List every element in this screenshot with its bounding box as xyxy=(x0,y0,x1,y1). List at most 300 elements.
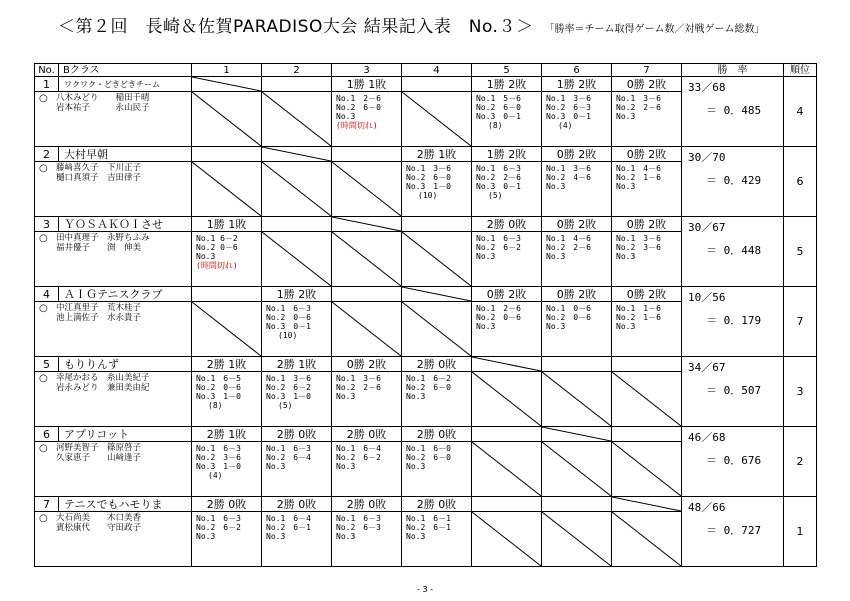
header-col-6: 6 xyxy=(542,64,612,77)
team-number: 4 xyxy=(35,287,59,302)
score-lines xyxy=(402,162,471,200)
rate-cell xyxy=(682,497,784,567)
diagonal-line xyxy=(262,92,331,146)
score-line: No.3 0－1 xyxy=(476,112,521,121)
score-line: No.2 6－4 xyxy=(266,453,311,462)
tiebreak-score: (8) xyxy=(208,401,223,410)
match-score-cell xyxy=(542,232,612,287)
score-line: No.2 0－6 xyxy=(266,313,311,322)
match-result: 2勝 0敗 xyxy=(402,357,472,372)
rate-fraction: 33／68 xyxy=(688,81,726,94)
score-line: No.2 2－6 xyxy=(546,243,591,252)
score-line: No.3 xyxy=(196,252,216,261)
score-line: No.3 xyxy=(546,252,566,261)
match-score-cell xyxy=(402,442,472,497)
match-score-cell xyxy=(192,92,262,147)
match-score-cell xyxy=(192,442,262,497)
match-result: 2勝 1敗 xyxy=(192,427,262,442)
rate-decimal: ＝ 0．727 xyxy=(706,524,762,537)
match-score-cell xyxy=(612,302,682,357)
score-line: No.2 6－2 xyxy=(196,523,241,532)
rank-cell: 5 xyxy=(784,217,817,287)
match-score-cell xyxy=(402,232,472,287)
score-lines xyxy=(192,512,261,541)
match-score-cell xyxy=(612,372,682,427)
match-score-cell xyxy=(262,302,332,357)
match-result: 0勝 2敗 xyxy=(332,357,402,372)
score-line: No.1 6－2 xyxy=(196,234,238,243)
diagonal-line xyxy=(332,162,401,216)
score-line: No.3 xyxy=(406,462,426,471)
header-col-2: 2 xyxy=(262,64,332,77)
match-score-cell xyxy=(262,232,332,287)
match-score-cell xyxy=(402,302,472,357)
score-lines xyxy=(332,442,401,471)
score-line: No.2 0－6 xyxy=(196,383,241,392)
team-result-row xyxy=(35,77,817,92)
tiebreak-score: (10) xyxy=(418,191,438,200)
score-lines xyxy=(332,92,401,130)
score-line: No.3 xyxy=(266,532,286,541)
score-line: No.3 xyxy=(336,532,356,541)
score-line: No.3 0－1 xyxy=(546,112,591,121)
team-circle-cell xyxy=(35,232,192,287)
score-line: No.1 6－3 xyxy=(196,514,241,523)
match-score-cell xyxy=(472,372,542,427)
match-result: 1勝 1敗 xyxy=(192,217,262,232)
team-result-row xyxy=(35,217,817,232)
score-lines xyxy=(542,302,611,331)
match-result: 0勝 2敗 xyxy=(542,217,612,232)
diagonal-line xyxy=(612,372,681,426)
score-lines xyxy=(612,162,681,191)
rank-cell: 6 xyxy=(784,147,817,217)
score-lines xyxy=(332,512,401,541)
match-result: 2勝 0敗 xyxy=(332,497,402,512)
match-result xyxy=(612,357,682,372)
rate-cell xyxy=(682,77,784,147)
score-line: No.2 6－3 xyxy=(336,523,381,532)
score-line: No.1 6－5 xyxy=(196,374,241,383)
rate-fraction: 46／68 xyxy=(688,431,726,444)
team-result-row xyxy=(35,497,817,512)
score-line: No.1 2－6 xyxy=(336,94,381,103)
score-line: No.1 6－2 xyxy=(406,374,451,383)
rate-decimal: ＝ 0．485 xyxy=(706,104,762,117)
match-result: 0勝 2敗 xyxy=(542,287,612,302)
score-line: No.2 3－6 xyxy=(196,453,241,462)
header-col-5: 5 xyxy=(472,64,542,77)
circle-mark: ○ xyxy=(39,513,48,524)
score-lines xyxy=(402,512,471,541)
score-line: No.1 4－6 xyxy=(616,164,661,173)
rate-note: 「勝率＝チーム取得ゲーム数／対戦ゲーム総数」 xyxy=(544,24,765,35)
match-result xyxy=(192,147,262,162)
match-score-cell xyxy=(332,512,402,567)
rate-decimal: ＝ 0．676 xyxy=(706,454,762,467)
players-list: 大石尚美 木口美香 賓松康代 守田政子 xyxy=(56,513,142,533)
match-score-cell xyxy=(612,442,682,497)
circle-mark: ○ xyxy=(39,233,48,244)
players-list: 田中真理子 永野ちふみ 福井優子 渕 伸美 xyxy=(56,233,150,253)
score-line: No.2 6－0 xyxy=(406,383,451,392)
score-lines xyxy=(472,232,541,261)
score-line: No.2 6－1 xyxy=(406,523,451,532)
tiebreak-score: (10) xyxy=(278,331,298,340)
team-number: 5 xyxy=(35,357,59,372)
match-score-cell xyxy=(192,512,262,567)
team-name: ワクワク・どきどきチーム xyxy=(59,77,192,92)
score-lines xyxy=(402,442,471,471)
team-circle-cell xyxy=(35,442,192,497)
score-lines xyxy=(612,232,681,261)
match-score-cell xyxy=(472,232,542,287)
match-result: 2勝 0敗 xyxy=(402,497,472,512)
team-result-row xyxy=(35,427,817,442)
match-score-cell xyxy=(542,302,612,357)
match-score-cell xyxy=(192,162,262,217)
match-result: 2勝 0敗 xyxy=(472,217,542,232)
match-result: 1勝 2敗 xyxy=(262,287,332,302)
score-line: No.3 xyxy=(406,392,426,401)
score-lines xyxy=(192,442,261,480)
score-line: No.1 6－3 xyxy=(476,164,521,173)
rate-cell xyxy=(682,217,784,287)
rank-cell: 1 xyxy=(784,497,817,567)
match-result xyxy=(262,77,332,92)
score-line: No.1 3－6 xyxy=(616,234,661,243)
score-line: No.3 1－0 xyxy=(266,392,311,401)
diagonal-line xyxy=(192,77,261,91)
team-number: 7 xyxy=(35,497,59,512)
match-score-cell xyxy=(332,92,402,147)
match-result: 2勝 1敗 xyxy=(262,357,332,372)
match-score-cell xyxy=(192,372,262,427)
match-result xyxy=(472,357,542,372)
score-line: No.2 6－0 xyxy=(406,173,451,182)
match-result: 2勝 0敗 xyxy=(192,497,262,512)
rate-cell xyxy=(682,357,784,427)
timeout-note: (時間切れ) xyxy=(336,121,378,130)
score-lines xyxy=(262,302,331,340)
match-score-cell xyxy=(332,372,402,427)
score-line: No.2 6－0 xyxy=(406,453,451,462)
match-score-cell xyxy=(332,162,402,217)
score-lines xyxy=(542,92,611,130)
score-line: No.1 6－4 xyxy=(266,514,311,523)
match-result: 1勝 2敗 xyxy=(472,77,542,92)
diagonal-line xyxy=(612,512,681,566)
rate-fraction: 48／66 xyxy=(688,501,726,514)
circle-mark: ○ xyxy=(39,373,48,384)
match-result: 2勝 0敗 xyxy=(262,427,332,442)
score-lines xyxy=(262,512,331,541)
score-line: No.2 2－6 xyxy=(476,173,521,182)
score-line: No.1 1－6 xyxy=(616,304,661,313)
team-name: 大村早朝 xyxy=(59,147,192,162)
diagonal-line xyxy=(262,232,331,286)
score-lines xyxy=(332,372,401,401)
header-col-3: 3 xyxy=(332,64,402,77)
diagonal-line xyxy=(612,497,681,511)
diagonal-line xyxy=(542,372,611,426)
diagonal-line xyxy=(402,302,471,356)
header-class: Bクラス xyxy=(59,64,192,77)
rate-decimal: ＝ 0．507 xyxy=(706,384,762,397)
match-score-cell xyxy=(402,162,472,217)
score-lines xyxy=(472,302,541,331)
rate-decimal: ＝ 0．429 xyxy=(706,174,762,187)
diagonal-line xyxy=(402,92,471,146)
team-name: もりりんず xyxy=(59,357,192,372)
score-line: No.1 5－6 xyxy=(476,94,521,103)
score-lines xyxy=(542,232,611,261)
match-score-cell xyxy=(332,442,402,497)
score-line: No.1 0－6 xyxy=(546,304,591,313)
players-list: 幸尾かおる 糸山美紀子 岩永みどり 兼田美由紀 xyxy=(56,373,150,393)
rank-cell: 7 xyxy=(784,287,817,357)
rate-cell xyxy=(682,287,784,357)
score-line: No.3 xyxy=(616,322,636,331)
match-result: 0勝 2敗 xyxy=(612,147,682,162)
score-line: No.3 xyxy=(336,112,356,121)
header-col-1: 1 xyxy=(192,64,262,77)
score-lines xyxy=(612,302,681,331)
match-score-cell xyxy=(542,92,612,147)
match-result: 2勝 1敗 xyxy=(192,357,262,372)
match-score-cell xyxy=(402,92,472,147)
match-score-cell xyxy=(332,302,402,357)
score-line: No.2 4－6 xyxy=(546,173,591,182)
match-score-cell xyxy=(472,92,542,147)
match-result xyxy=(542,497,612,512)
score-line: No.3 xyxy=(196,532,216,541)
score-line: No.1 3－6 xyxy=(266,374,311,383)
diagonal-line xyxy=(542,442,611,496)
match-score-cell xyxy=(262,512,332,567)
match-score-cell xyxy=(262,92,332,147)
team-number: 6 xyxy=(35,427,59,442)
diagonal-line xyxy=(402,287,471,301)
score-line: No.3 xyxy=(616,182,636,191)
players-list: 藤﨑喜久子 下川正子 樋口真須子 吉田律子 xyxy=(56,163,142,183)
score-line: No.3 xyxy=(616,112,636,121)
match-score-cell xyxy=(192,232,262,287)
match-score-cell xyxy=(262,372,332,427)
match-result xyxy=(542,357,612,372)
match-result: 0勝 2敗 xyxy=(612,217,682,232)
match-score-cell xyxy=(472,162,542,217)
tiebreak-score: (4) xyxy=(558,121,573,130)
score-line: No.1 6－0 xyxy=(406,444,451,453)
match-result: 1勝 2敗 xyxy=(472,147,542,162)
page-title: ＜第２回 長崎＆佐賀PARADISO大会 結果記入表 No.３＞ xyxy=(58,17,534,37)
match-result xyxy=(262,147,332,162)
match-result xyxy=(262,217,332,232)
team-result-row xyxy=(35,147,817,162)
diagonal-line xyxy=(402,232,471,286)
match-result xyxy=(402,287,472,302)
score-line: No.1 6－3 xyxy=(336,514,381,523)
rank-cell: 4 xyxy=(784,77,817,147)
diagonal-line xyxy=(542,427,611,441)
diagonal-line xyxy=(472,442,541,496)
header-rank: 順位 xyxy=(784,64,817,77)
team-name: テニスでもハモりま xyxy=(59,497,192,512)
header-rate: 勝 率 xyxy=(682,64,784,77)
score-line: No.2 1－6 xyxy=(616,173,661,182)
score-line: No.1 6－3 xyxy=(196,444,241,453)
tiebreak-score: (5) xyxy=(488,191,503,200)
players-list: 八木みどり 稲田千晴 岩本祐子 永山民子 xyxy=(56,93,150,113)
match-result: 0勝 2敗 xyxy=(542,147,612,162)
score-line: No.1 3－6 xyxy=(616,94,661,103)
score-line: No.3 xyxy=(476,252,496,261)
team-circle-cell xyxy=(35,162,192,217)
score-lines xyxy=(262,442,331,471)
match-result xyxy=(192,77,262,92)
rate-cell xyxy=(682,147,784,217)
score-line: No.3 1－0 xyxy=(196,462,241,471)
header-no: No. xyxy=(35,64,59,77)
score-line: No.2 6－3 xyxy=(546,103,591,112)
score-lines xyxy=(542,162,611,191)
score-line: No.1 6－4 xyxy=(336,444,381,453)
score-line: No.2 6－2 xyxy=(266,383,311,392)
players-list: 中江真里子 荒木桂子 池上満佐子 水永貴子 xyxy=(56,303,142,323)
match-result: 2勝 0敗 xyxy=(262,497,332,512)
score-line: No.3 xyxy=(546,182,566,191)
diagonal-line xyxy=(612,442,681,496)
match-score-cell xyxy=(332,232,402,287)
score-line: No.2 6－0 xyxy=(476,103,521,112)
score-line: No.3 1－0 xyxy=(196,392,241,401)
rate-fraction: 30／70 xyxy=(688,151,726,164)
match-result xyxy=(192,287,262,302)
score-line: No.1 3－6 xyxy=(336,374,381,383)
match-score-cell xyxy=(542,442,612,497)
team-circle-cell xyxy=(35,372,192,427)
score-line: No.2 2－6 xyxy=(616,103,661,112)
match-score-cell xyxy=(542,162,612,217)
team-name: ＡＩＧテニスクラブ xyxy=(59,287,192,302)
team-number: 3 xyxy=(35,217,59,232)
circle-mark: ○ xyxy=(39,303,48,314)
match-score-cell xyxy=(612,162,682,217)
score-line: No.2 6－0 xyxy=(336,103,381,112)
rate-decimal: ＝ 0．448 xyxy=(706,244,762,257)
score-line: No.1 6－3 xyxy=(476,234,521,243)
rate-fraction: 10／56 xyxy=(688,291,726,304)
match-score-cell xyxy=(402,512,472,567)
circle-mark: ○ xyxy=(39,93,48,104)
score-line: No.1 4－6 xyxy=(546,234,591,243)
score-lines xyxy=(192,232,261,270)
score-lines xyxy=(612,92,681,121)
team-number: 1 xyxy=(35,77,59,92)
score-line: No.2 0－6 xyxy=(476,313,521,322)
page-header xyxy=(58,12,838,44)
score-line: No.1 3－6 xyxy=(546,94,591,103)
match-score-cell xyxy=(612,512,682,567)
score-lines xyxy=(192,372,261,410)
tiebreak-score: (5) xyxy=(278,401,293,410)
match-score-cell xyxy=(262,162,332,217)
tiebreak-score: (8) xyxy=(488,121,503,130)
score-line: No.3 1－0 xyxy=(406,182,451,191)
match-score-cell xyxy=(402,372,472,427)
score-line: No.1 2－6 xyxy=(476,304,521,313)
score-line: No.1 6－1 xyxy=(406,514,451,523)
header-col-7: 7 xyxy=(612,64,682,77)
diagonal-line xyxy=(332,232,401,286)
match-score-cell xyxy=(472,512,542,567)
diagonal-line xyxy=(192,92,261,146)
match-result xyxy=(332,147,402,162)
match-score-cell xyxy=(192,302,262,357)
match-result: 0勝 2敗 xyxy=(612,287,682,302)
score-line: No.2 0－6 xyxy=(196,243,238,252)
team-circle-cell xyxy=(35,512,192,567)
score-lines xyxy=(472,162,541,200)
diagonal-line xyxy=(332,217,401,231)
match-result: 2勝 0敗 xyxy=(332,427,402,442)
score-line: No.3 0－1 xyxy=(476,182,521,191)
match-result: 2勝 1敗 xyxy=(402,147,472,162)
rate-fraction: 34／67 xyxy=(688,361,726,374)
diagonal-line xyxy=(472,357,541,371)
score-line: No.2 6－2 xyxy=(336,453,381,462)
score-lines xyxy=(402,372,471,401)
circle-mark: ○ xyxy=(39,443,48,454)
team-name: ＹＯＳＡＫＯＩさせ xyxy=(59,217,192,232)
timeout-note: (時間切れ) xyxy=(196,261,238,270)
score-line: No.2 0－6 xyxy=(546,313,591,322)
match-result xyxy=(472,497,542,512)
match-result xyxy=(612,427,682,442)
diagonal-line xyxy=(332,302,401,356)
rate-fraction: 30／67 xyxy=(688,221,726,234)
score-line: No.3 xyxy=(336,392,356,401)
score-line: No.3 xyxy=(336,462,356,471)
score-line: No.1 6－3 xyxy=(266,444,311,453)
match-score-cell xyxy=(472,302,542,357)
match-result: 0勝 2敗 xyxy=(612,77,682,92)
rank-cell: 3 xyxy=(784,357,817,427)
team-number: 2 xyxy=(35,147,59,162)
diagonal-line xyxy=(262,162,331,216)
match-result xyxy=(612,497,682,512)
tiebreak-score: (4) xyxy=(208,471,223,480)
diagonal-line xyxy=(472,512,541,566)
score-line: No.3 xyxy=(406,532,426,541)
score-line: No.2 2－6 xyxy=(336,383,381,392)
rank-cell: 2 xyxy=(784,427,817,497)
match-result: 0勝 2敗 xyxy=(472,287,542,302)
match-result xyxy=(332,287,402,302)
team-result-row xyxy=(35,357,817,372)
circle-mark: ○ xyxy=(39,163,48,174)
match-score-cell xyxy=(472,442,542,497)
match-result xyxy=(402,217,472,232)
match-score-cell xyxy=(542,512,612,567)
match-result xyxy=(332,217,402,232)
team-result-row xyxy=(35,287,817,302)
team-circle-cell xyxy=(35,92,192,147)
score-lines xyxy=(472,92,541,130)
diagonal-line xyxy=(542,512,611,566)
match-result: 1勝 2敗 xyxy=(542,77,612,92)
